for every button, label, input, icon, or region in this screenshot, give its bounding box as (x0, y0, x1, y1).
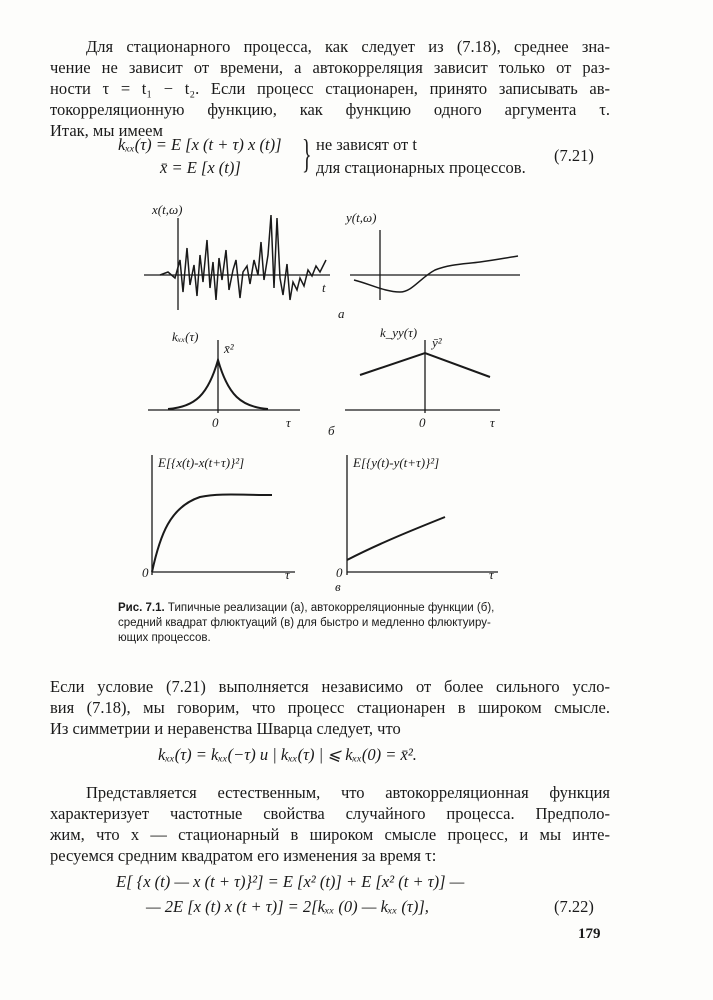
x-mean-squared-label: x̄² (224, 341, 234, 356)
tau-label-c-right: τ (489, 567, 494, 582)
e-fast-label: E[{x(t)-x(t+τ)}²] (158, 455, 245, 470)
paragraph-intro (50, 36, 610, 141)
slow-process-realization (354, 256, 518, 292)
zero-label: 0 (212, 415, 219, 430)
x-t-omega-label: x(t,ω) (152, 202, 183, 217)
text-line: жим, что x — стационарный в широком смысле процесс, и мы инте- (50, 825, 610, 844)
equation-7-21-condition2: для стационарных процессов. (316, 158, 526, 177)
row-a-label: а (338, 306, 345, 321)
page-number: 179 (578, 926, 601, 942)
equation-7-22-line2: — 2E [x (t) x (t + τ)] = 2[kₓₓ (0) — kₓₓ (τ)], (146, 897, 429, 916)
text-line: вия (7.18), мы говорим, что процесс стационарен в широком смысле. (50, 698, 610, 717)
text-line: Из симметрии и неравенства Шварца следует, что (50, 719, 401, 738)
mean-square-fast (152, 495, 272, 573)
text-line: Итак, мы имеем (50, 121, 163, 140)
equation-number-7-21: (7.21) (554, 146, 594, 165)
equation-symmetry: kₓₓ(τ) = kₓₓ(−τ) и | kₓₓ(τ) | ⩽ kₓₓ(0) = x̄². (158, 745, 417, 764)
caption-label: Рис. 7.1. (118, 602, 165, 614)
y-t-omega-label: y(t,ω) (346, 210, 377, 225)
equation-7-22-line1: E[ {x (t) — x (t + τ)}²] = E [x² (t)] + E [x² (t + τ)] — (116, 872, 465, 891)
figure-row-b (140, 325, 540, 440)
text-line: токорреляционную функцию, как функцию одного аргумента τ. (50, 100, 610, 119)
e-slow-label: E[{y(t)-y(t+τ)}²] (353, 455, 440, 470)
equation-7-21-line2: x̄ = E [x (t)] (160, 158, 241, 177)
zero-label-c: 0 (142, 565, 149, 580)
equation-brace: } (302, 131, 312, 176)
y-mean-squared-label: ȳ² (432, 335, 442, 350)
fast-process-realization (160, 215, 326, 300)
text-line: характеризует частотные свойства случайного процесса. Предполо- (50, 804, 610, 823)
caption-line: средний квадрат флюктуаций (в) для быстро и медленно флюктуиру- (118, 617, 491, 629)
text-line: ресуемся средним квадратом его изменения за время τ: (50, 846, 437, 865)
row-c-label: в (335, 579, 341, 594)
equation-7-21-condition1: не зависят от t (316, 135, 417, 154)
text-line: ности τ = t₁ − t₂. Если процесс стационарен, принято записывать ав- (50, 79, 610, 98)
figure-caption (118, 601, 588, 646)
tau-label: τ (286, 415, 291, 430)
equation-7-21-line1: kₓₓ(τ) = E [x (t + τ) x (t)] (118, 135, 282, 154)
tau-label-right: τ (490, 415, 495, 430)
equation-number-7-22: (7.22) (554, 897, 594, 916)
paragraph-wide-sense (50, 676, 610, 739)
caption-line: Типичные реализации (а), автокорреляционные функции (б), (167, 602, 495, 614)
text-line: чение не зависит от времени, а автокорреляция зависит только от раз- (50, 58, 610, 77)
kxx-label: kₓₓ(τ) (172, 329, 199, 344)
mean-square-slow (347, 517, 445, 560)
text-line: Представляется естественным, что автокорреляционная функция (86, 783, 610, 802)
kyy-label: k_yy(τ) (380, 325, 418, 340)
paragraph-frequency (50, 782, 610, 866)
zero-label-c-right: 0 (336, 565, 343, 580)
text-line: Для стационарного процесса, как следует из (7.18), среднее зна- (86, 37, 610, 56)
caption-line: ющих процессов. (118, 632, 211, 644)
row-b-label: б (328, 423, 335, 438)
text-line: Если условие (7.21) выполняется независимо от более сильного усло- (50, 677, 610, 696)
t-axis-label: t (322, 280, 326, 295)
figure-row-a (140, 200, 540, 320)
zero-label-right: 0 (419, 415, 426, 430)
tau-label-c: τ (285, 567, 290, 582)
figure-row-c (140, 445, 540, 595)
